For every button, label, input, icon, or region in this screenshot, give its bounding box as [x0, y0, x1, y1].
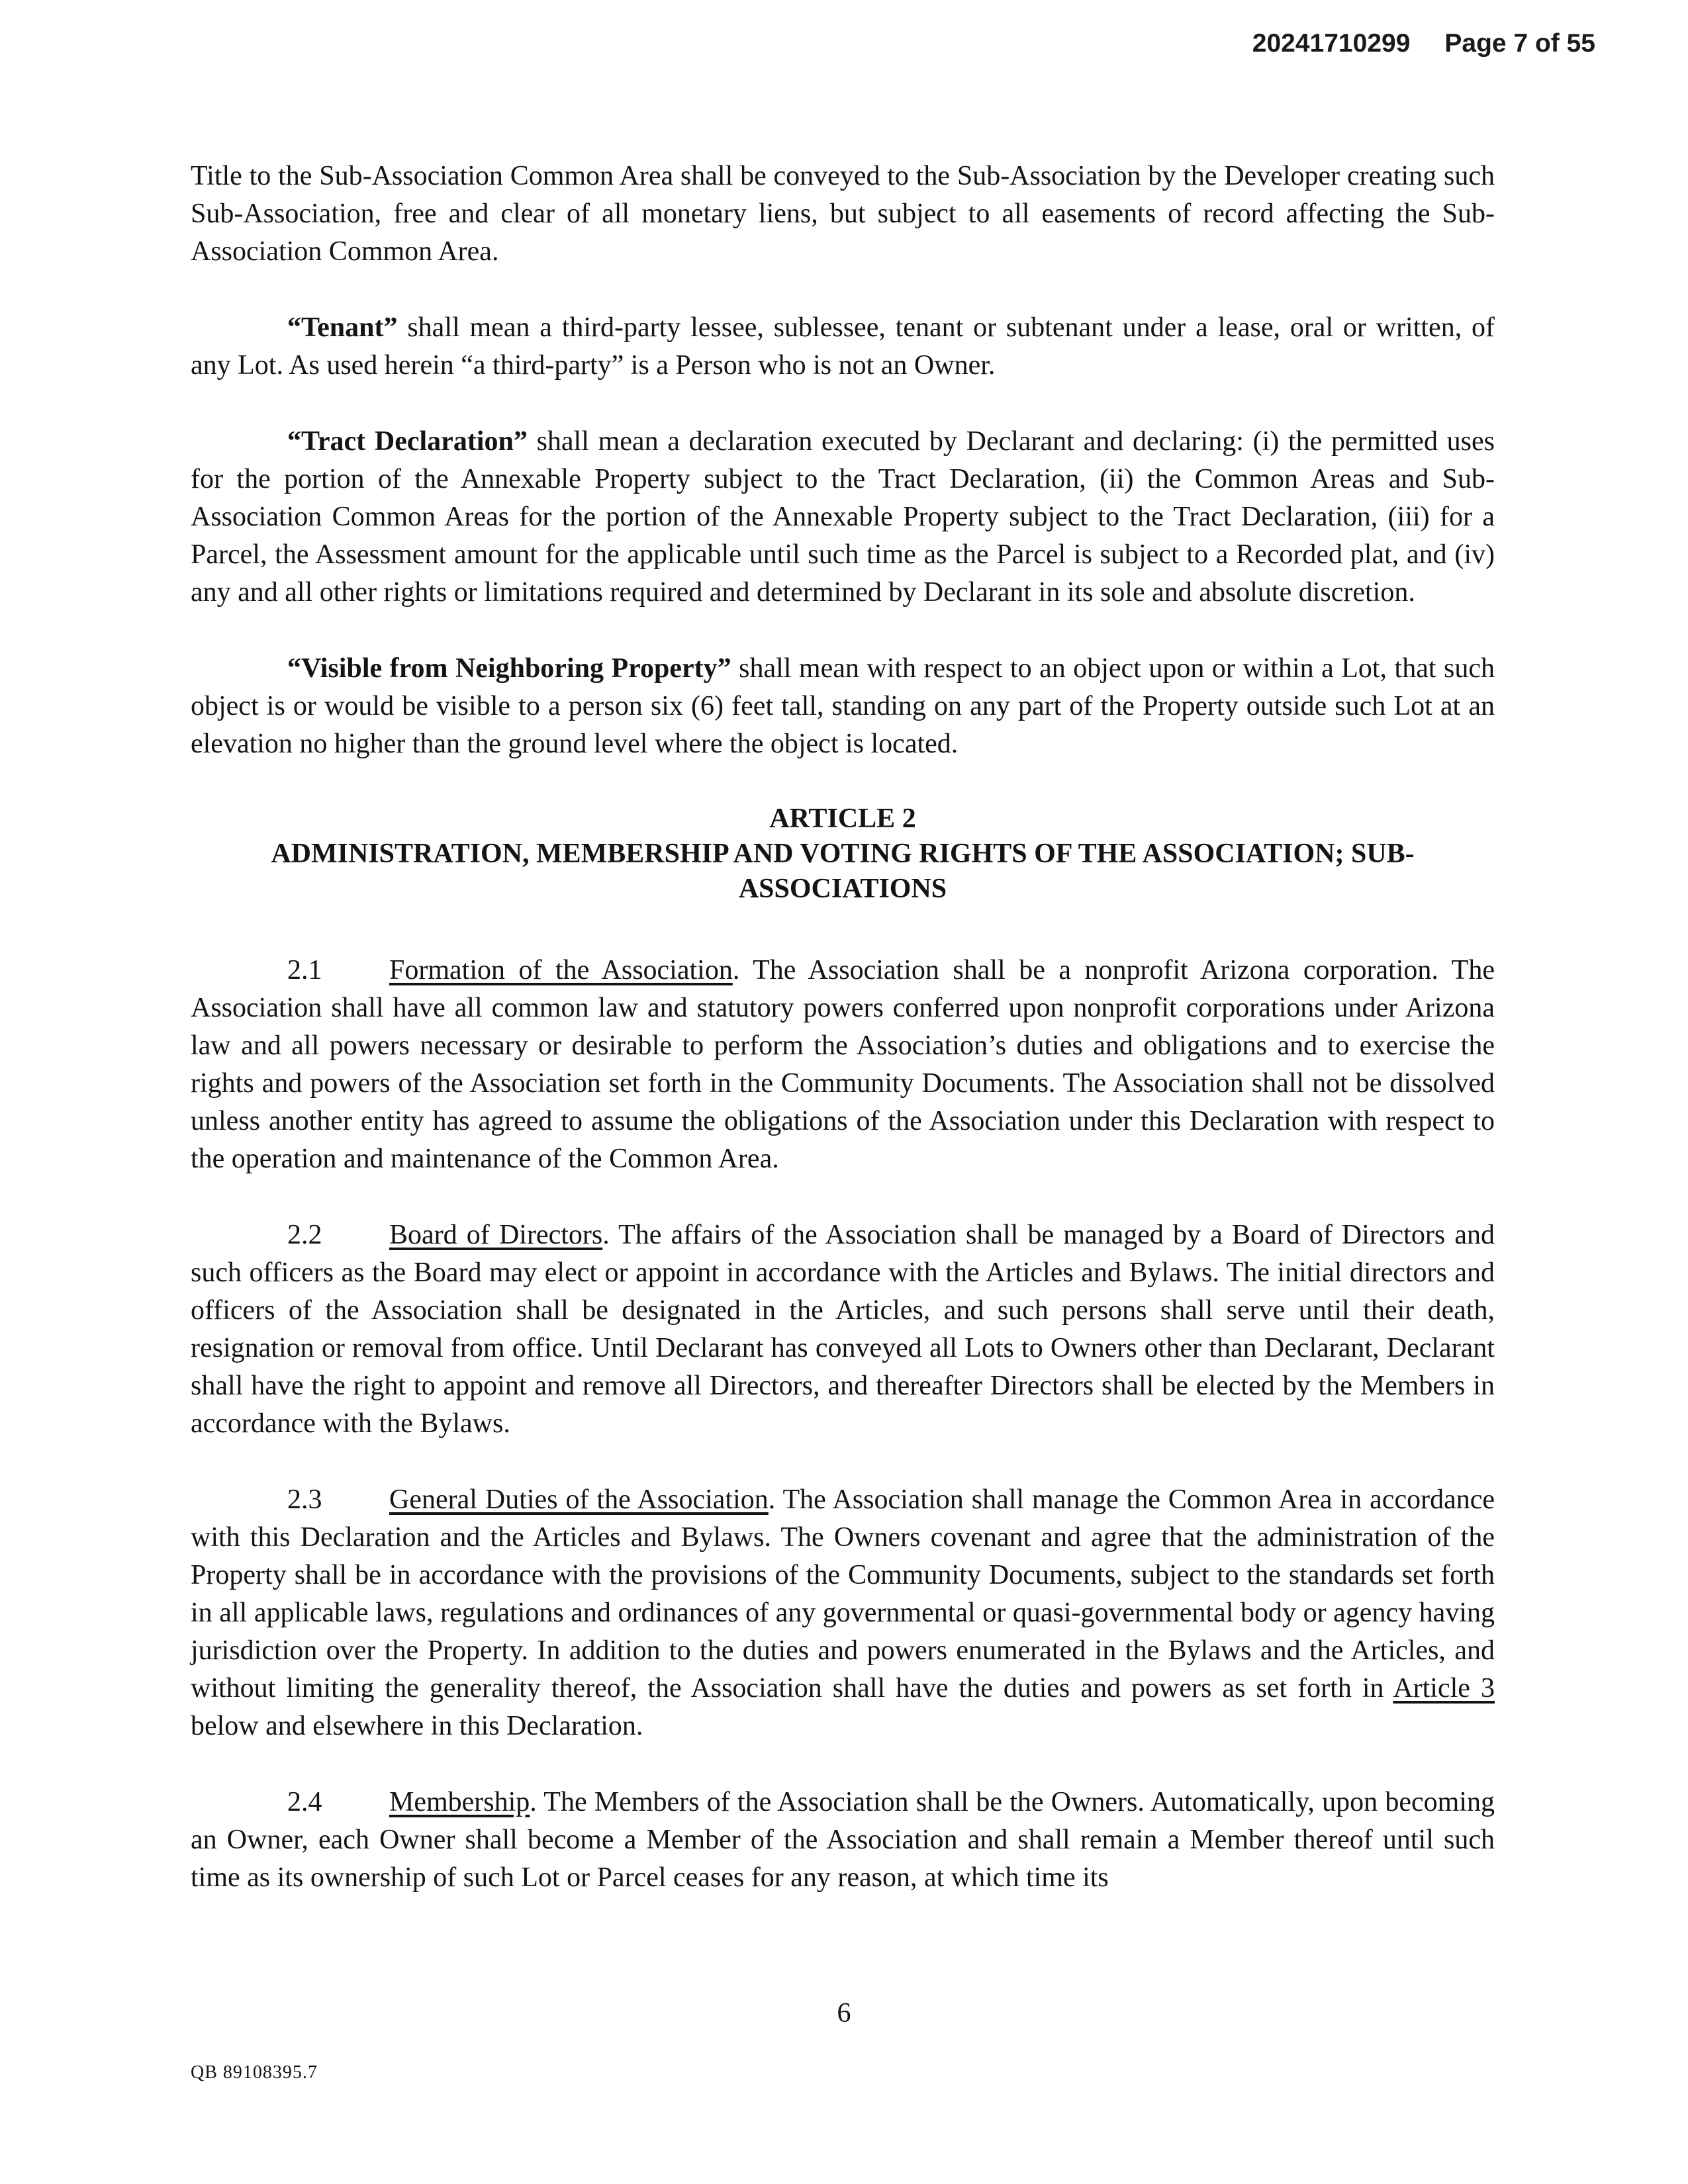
defined-term-visible: “Visible from Neighboring Property”	[287, 653, 731, 684]
section-title: Board of Directors	[389, 1220, 603, 1250]
section-number: 2.3	[287, 1484, 322, 1515]
section-2-4	[191, 1784, 1495, 1897]
page-label: Page 7 of 55	[1444, 29, 1595, 58]
section-text: . The affairs of the Association shall be managed by a Board of Directors and such officers as the Board may elect or appoint in accordance with the Articles and Bylaws. The initial directors and officers of the Association shall be designated in the Articles, and such persons shall serve until their death, resignation or removal from office. Until Declarant has conveyed all Lots to Owners other than Declarant, Declarant shall have the right to appoint and remove all Directors, and thereafter Directors shall be elected by the Members in accordance with the Bylaws.	[191, 1220, 1495, 1439]
section-text: . The Association shall be a nonprofit Arizona corporation. The Association shall have all common law and statutory powers conferred upon nonprofit corporations under Arizona law and all powers necessary or desirable to perform the Association’s duties and obligations and to exercise the rights and powers of the Association set forth in the Community Documents. The Association shall not be dissolved unless another entity has agreed to assume the obligations of the Association under this Declaration with respect to the operation and maintenance of the Common Area.	[191, 955, 1495, 1174]
definition-tenant	[191, 309, 1495, 385]
section-number: 2.4	[287, 1787, 322, 1817]
defined-term-tract-declaration: “Tract Declaration”	[287, 426, 528, 457]
definition-text: shall mean a third-party lessee, sublessee, tenant or subtenant under a lease, oral or written, of any Lot. As used herein “a third-party” is a Person who is not an Owner.	[191, 312, 1495, 381]
recording-header	[1252, 29, 1595, 58]
section-text: . The Members of the Association shall be the Owners. Automatically, upon becoming an Owner, each Owner shall become a Member of the Association and shall remain a Member thereof until such time as its ownership of such Lot or Parcel ceases for any reason, at which time its	[191, 1787, 1495, 1893]
section-title: Formation of the Association	[389, 955, 733, 985]
section-title: Membership	[389, 1787, 530, 1817]
paragraph-sub-association-title: Title to the Sub-Association Common Area shall be conveyed to the Sub-Association by the Developer creating such Sub-Association, free and clear of all monetary liens, but subject to all easements of record affecting the Sub-Association Common Area.	[191, 161, 1495, 267]
section-text: . The Association shall manage the Common Area in accordance with this Declaration and the Articles and Bylaws. The Owners covenant and agree that the administration of the Property shall be in accordance with the provisions of the Community Documents, subject to the standards set forth in all applicable laws, regulations and ordinances of any governmental or quasi-governmental body or agency having jurisdiction over the Property. In addition to the duties and powers enumerated in the Bylaws and the Articles, and without limiting the generality thereof, the Association shall have the duties and powers as set forth in	[191, 1484, 1495, 1704]
section-number: 2.2	[287, 1220, 322, 1250]
article-cross-reference: Article 3	[1393, 1673, 1495, 1704]
document-body	[191, 158, 1495, 1935]
section-number: 2.1	[287, 955, 322, 985]
definition-visible-from-neighboring-property	[191, 650, 1495, 763]
article-title-line-1: ADMINISTRATION, MEMBERSHIP AND VOTING RIGHTS OF THE ASSOCIATION; SUB-	[271, 839, 1415, 869]
definition-text: shall mean a declaration executed by Declarant and declaring: (i) the permitted uses for the portion of the Annexable Property subject to the Tract Declaration, (ii) the Common Areas and Sub-Association Common Areas for the portion of the Annexable Property subject to the Tract Declaration, (iii) for a Parcel, the Assessment amount for the applicable until such time as the Parcel is subject to a Recorded plat, and (iv) any and all other rights or limitations required and determined by Declarant in its sole and absolute discretion.	[191, 426, 1495, 608]
section-2-1	[191, 952, 1495, 1178]
defined-term-tenant: “Tenant”	[287, 312, 398, 343]
section-2-3	[191, 1481, 1495, 1745]
section-title: General Duties of the Association	[389, 1484, 769, 1515]
definition-tract-declaration	[191, 423, 1495, 612]
document-number: 20241710299	[1252, 29, 1411, 58]
section-2-2	[191, 1216, 1495, 1443]
document-id: QB 89108395.7	[191, 2062, 318, 2083]
definition-text: shall mean with respect to an object upon or within a Lot, that such object is or would be visible to a person six (6) feet tall, standing on any part of the Property outside such Lot at an elevation no higher than the ground level where the object is located.	[191, 653, 1495, 759]
section-text-continued: below and elsewhere in this Declaration.	[191, 1711, 643, 1741]
article-number: ARTICLE 2	[769, 803, 916, 834]
article-heading	[191, 801, 1495, 907]
article-title-line-2: ASSOCIATIONS	[738, 874, 947, 904]
page-number: 6	[837, 1998, 851, 2028]
